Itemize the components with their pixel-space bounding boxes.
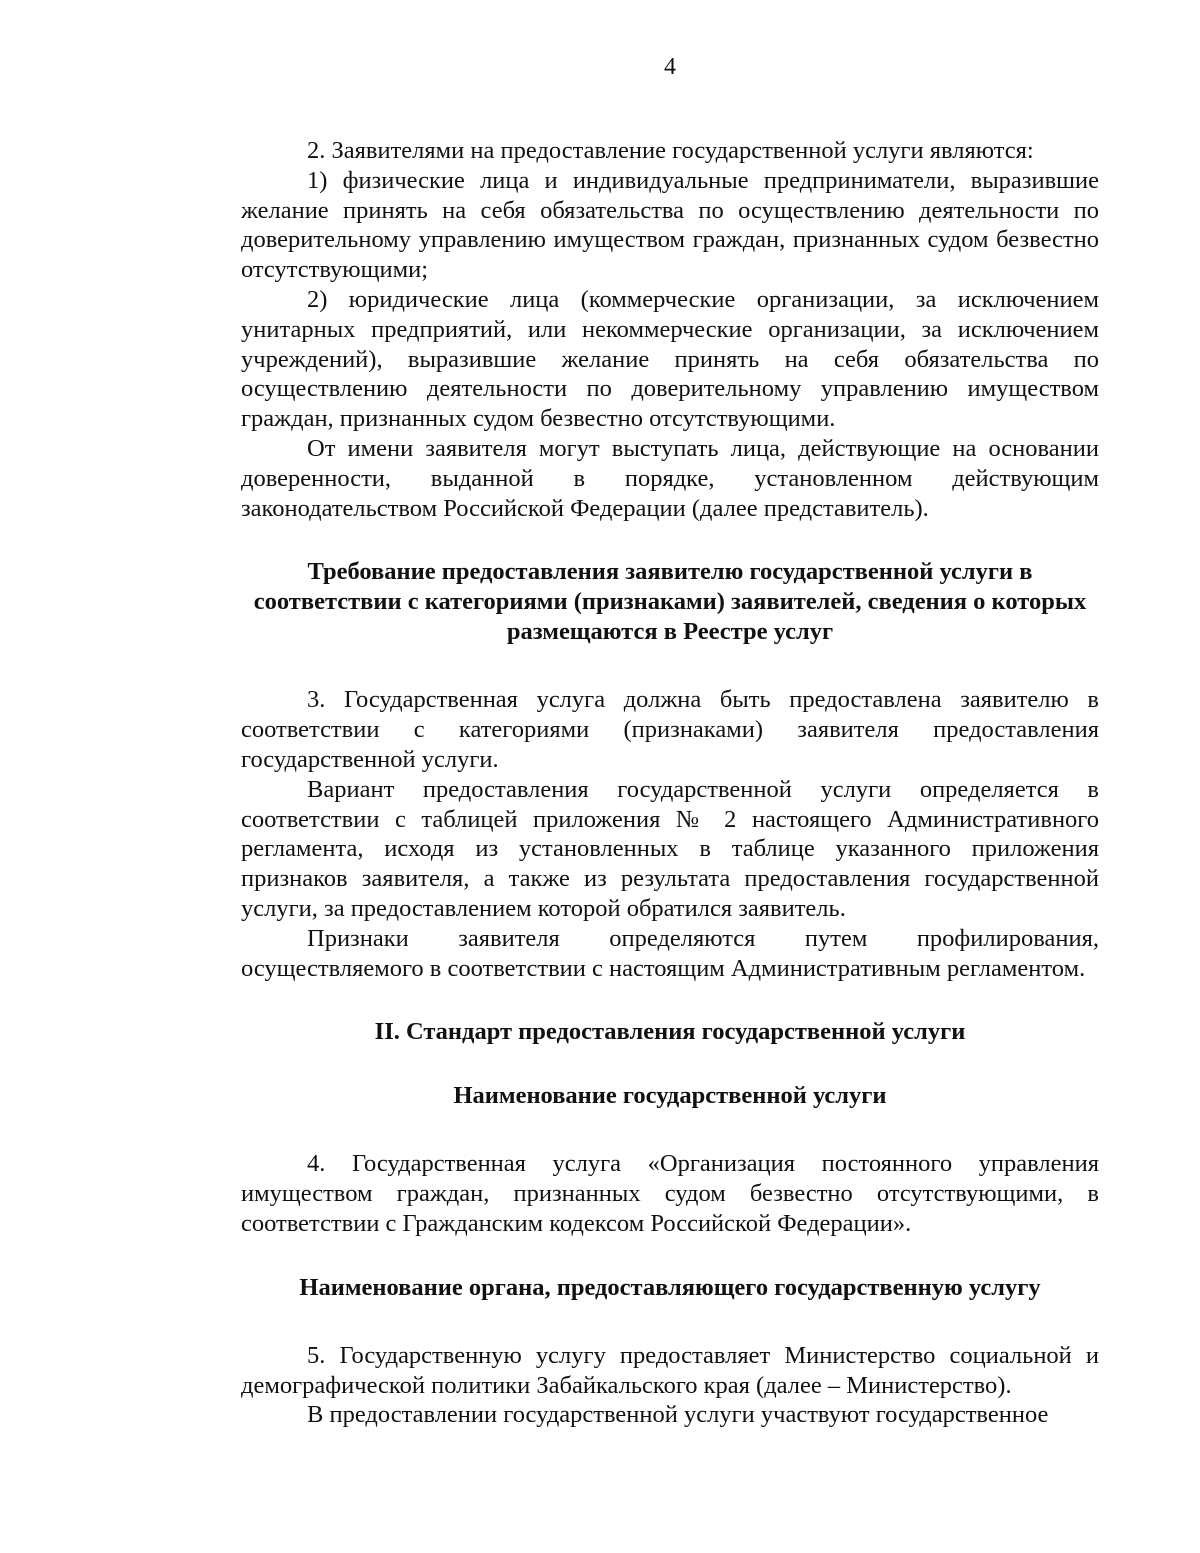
section-authority	[241, 1273, 1099, 1430]
paragraph: 5. Государственную услугу предоставляет Министерство социальной и демографической политики Забайкальского края (далее – Министерство).	[241, 1341, 1099, 1399]
paragraph: 1) физические лица и индивидуальные предприниматели, выразившие желание принять на себя обязательства по осуществлению деятельности по доверительному управлению имуществом граждан, признанных судом безвестно отсутствующими;	[241, 166, 1099, 284]
paragraph: 2. Заявителями на предоставление государственной услуги являются:	[307, 137, 1034, 164]
paragraph: 4. Государственная услуга «Организация постоянного управления имуществом граждан, признанных судом безвестно отсутствующими, в соответствии с Гражданским кодексом Российской Федерации».	[241, 1150, 1099, 1237]
paragraph: Вариант предоставления государственной услуги определяется в соответствии с таблицей приложения № 2 настоящего Административного регламента, исходя из установленных в таблице указанного приложения признаков заявителя, а также из результата предоставления государственной услуги, за предоставлением которой обратился заявитель.	[241, 775, 1099, 922]
chapter-heading: II. Стандарт предоставления государственной услуги	[374, 1018, 966, 1046]
section-applicants	[241, 136, 1099, 523]
paragraph: 2) юридические лица (коммерческие организации, за исключением унитарных предприятий, или некоммерческие организации, за исключением учреждений), выразившие желание принять на себя обязательства по осуществлению деятельности по доверительному управлению имуществом граждан, признанных судом безвестно отсутствующими.	[241, 285, 1099, 433]
section-standard	[241, 1017, 1099, 1047]
section-heading: Наименование государственной услуги	[453, 1082, 887, 1110]
paragraph: 3. Государственная услуга должна быть предоставлена заявителю в соответствии с категориями (признаками) заявителя предоставления государственной услуги.	[241, 686, 1099, 773]
section-heading: Наименование органа, предоставляющего государственную услугу	[299, 1273, 1041, 1301]
section-heading: Требование предоставления заявителю государственной услуги в соответствии с категориями (признаками) заявителей, сведения о которых размещаются в Реестре услуг	[253, 558, 1087, 646]
section-service-name	[241, 1081, 1099, 1238]
page-number: 4	[664, 54, 676, 80]
paragraph: От имени заявителя могут выступать лица, действующие на основании доверенности, выданной в порядке, установленном действующим законодательством Российской Федерации (далее представитель).	[241, 434, 1099, 522]
paragraph: Признаки заявителя определяются путем профилирования, осуществляемого в соответствии с настоящим Административным регламентом.	[241, 924, 1099, 982]
paragraph: В предоставлении государственной услуги участвуют государственное	[307, 1401, 1049, 1429]
document-body	[241, 136, 1099, 1430]
section-requirement	[241, 557, 1099, 983]
